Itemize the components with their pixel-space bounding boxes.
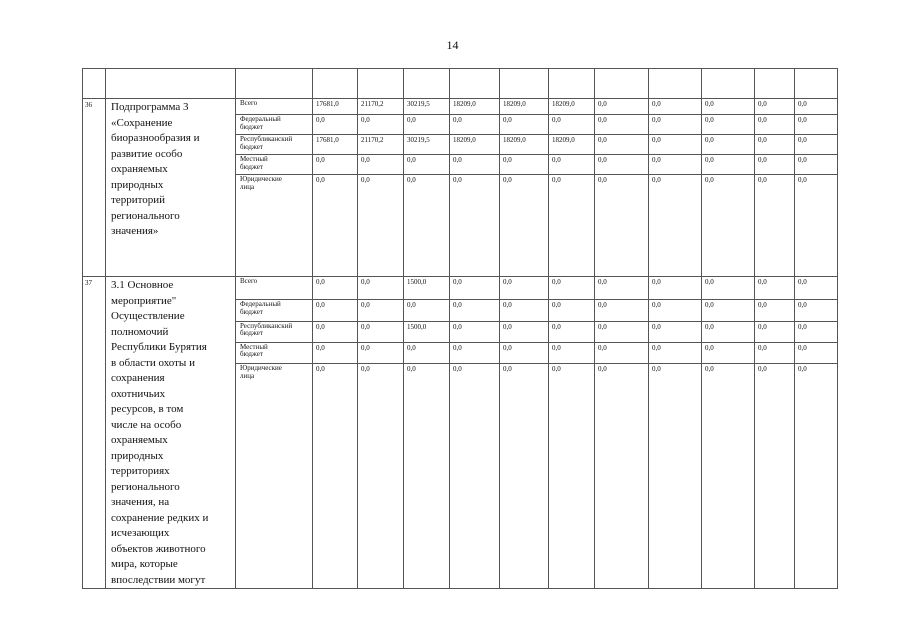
header-cell xyxy=(358,69,404,99)
value-cell: 30219,5 xyxy=(404,135,450,155)
value-cell: 0,0 xyxy=(755,135,795,155)
value-cell: 0,0 xyxy=(313,300,358,321)
value-cell: 0,0 xyxy=(795,321,838,342)
header-cell xyxy=(500,69,549,99)
value-cell: 0,0 xyxy=(649,115,702,135)
value-cell: 0,0 xyxy=(649,277,702,300)
value-cell: 0,0 xyxy=(358,342,404,363)
row-number: 36 xyxy=(83,99,106,277)
page-number: 14 xyxy=(446,38,459,52)
value-cell: 0,0 xyxy=(595,99,649,115)
value-cell: 0,0 xyxy=(404,175,450,277)
value-cell: 0,0 xyxy=(549,175,595,277)
value-cell: 0,0 xyxy=(549,277,595,300)
header-cell xyxy=(702,69,755,99)
value-cell: 0,0 xyxy=(755,115,795,135)
value-cell: 0,0 xyxy=(795,115,838,135)
funding-source xyxy=(236,135,313,155)
value-cell: 0,0 xyxy=(450,342,500,363)
value-cell: 0,0 xyxy=(549,115,595,135)
value-cell: 0,0 xyxy=(358,115,404,135)
value-cell: 18209,0 xyxy=(450,99,500,115)
value-cell: 0,0 xyxy=(702,99,755,115)
funding-source xyxy=(236,99,313,115)
funding-source xyxy=(236,342,313,363)
value-cell: 0,0 xyxy=(795,277,838,300)
funding-source-label: Всего xyxy=(240,277,258,285)
header-row xyxy=(83,69,838,99)
value-cell: 0,0 xyxy=(404,300,450,321)
value-cell: 1500,0 xyxy=(404,321,450,342)
value-cell: 0,0 xyxy=(755,321,795,342)
value-cell: 0,0 xyxy=(755,277,795,300)
value-cell: 0,0 xyxy=(795,99,838,115)
funding-source-label: Федеральный бюджет xyxy=(240,300,281,316)
value-cell: 0,0 xyxy=(702,300,755,321)
value-cell: 0,0 xyxy=(702,155,755,175)
value-cell: 0,0 xyxy=(313,364,358,589)
value-cell: 17681,0 xyxy=(313,99,358,115)
value-cell: 21170,2 xyxy=(358,135,404,155)
value-cell: 0,0 xyxy=(795,135,838,155)
value-cell: 18209,0 xyxy=(500,99,549,115)
value-cell: 0,0 xyxy=(649,342,702,363)
header-cell xyxy=(404,69,450,99)
value-cell: 0,0 xyxy=(595,342,649,363)
value-cell: 0,0 xyxy=(358,175,404,277)
value-cell: 0,0 xyxy=(450,321,500,342)
header-cell xyxy=(649,69,702,99)
value-cell: 0,0 xyxy=(795,175,838,277)
value-cell: 0,0 xyxy=(755,342,795,363)
header-cell xyxy=(549,69,595,99)
header-cell xyxy=(236,69,313,99)
value-cell: 0,0 xyxy=(649,321,702,342)
value-cell: 0,0 xyxy=(795,300,838,321)
funding-source-label: Местный бюджет xyxy=(240,342,268,359)
value-cell: 0,0 xyxy=(595,277,649,300)
funding-source xyxy=(236,115,313,135)
value-cell: 18209,0 xyxy=(549,99,595,115)
value-cell: 0,0 xyxy=(404,364,450,589)
value-cell: 0,0 xyxy=(595,364,649,589)
value-cell: 0,0 xyxy=(795,155,838,175)
value-cell: 0,0 xyxy=(358,155,404,175)
header-cell xyxy=(755,69,795,99)
header-cell xyxy=(106,69,236,99)
value-cell: 0,0 xyxy=(450,300,500,321)
value-cell: 0,0 xyxy=(702,115,755,135)
value-cell: 0,0 xyxy=(595,155,649,175)
value-cell: 0,0 xyxy=(755,155,795,175)
funding-source-label: Юридические лица xyxy=(240,364,282,380)
value-cell: 0,0 xyxy=(404,155,450,175)
funding-table xyxy=(82,68,838,589)
header-cell xyxy=(450,69,500,99)
value-cell: 0,0 xyxy=(702,342,755,363)
funding-source xyxy=(236,175,313,277)
value-cell: 0,0 xyxy=(450,277,500,300)
value-cell: 0,0 xyxy=(313,342,358,363)
value-cell: 0,0 xyxy=(649,155,702,175)
value-cell: 0,0 xyxy=(358,321,404,342)
value-cell: 0,0 xyxy=(450,155,500,175)
value-cell: 21170,2 xyxy=(358,99,404,115)
funding-source-label: Федеральный бюджет xyxy=(240,115,281,131)
value-cell: 0,0 xyxy=(500,321,549,342)
value-cell: 0,0 xyxy=(313,321,358,342)
value-cell: 0,0 xyxy=(500,115,549,135)
value-cell: 0,0 xyxy=(702,321,755,342)
funding-source-label: Всего xyxy=(240,99,258,107)
table-row xyxy=(83,99,838,115)
value-cell: 0,0 xyxy=(450,175,500,277)
value-cell: 0,0 xyxy=(500,155,549,175)
value-cell: 0,0 xyxy=(795,342,838,363)
value-cell: 0,0 xyxy=(500,300,549,321)
funding-source xyxy=(236,364,313,589)
value-cell: 0,0 xyxy=(450,364,500,589)
value-cell: 0,0 xyxy=(649,99,702,115)
value-cell: 0,0 xyxy=(595,300,649,321)
value-cell: 0,0 xyxy=(313,115,358,135)
value-cell: 0,0 xyxy=(500,277,549,300)
funding-source xyxy=(236,300,313,321)
value-cell: 17681,0 xyxy=(313,135,358,155)
value-cell: 18209,0 xyxy=(450,135,500,155)
funding-source-label: Местный бюджет xyxy=(240,155,268,171)
value-cell: 0,0 xyxy=(595,115,649,135)
funding-source-label: Юридические лица xyxy=(240,175,282,191)
value-cell: 0,0 xyxy=(500,175,549,277)
value-cell: 0,0 xyxy=(500,364,549,589)
header-cell xyxy=(83,69,106,99)
header-cell xyxy=(313,69,358,99)
value-cell: 0,0 xyxy=(702,364,755,589)
funding-source xyxy=(236,155,313,175)
value-cell: 0,0 xyxy=(649,364,702,589)
value-cell: 0,0 xyxy=(549,300,595,321)
value-cell: 0,0 xyxy=(595,135,649,155)
value-cell: 1500,0 xyxy=(404,277,450,300)
value-cell: 0,0 xyxy=(404,115,450,135)
value-cell: 0,0 xyxy=(649,135,702,155)
funding-source xyxy=(236,277,313,300)
value-cell: 0,0 xyxy=(755,99,795,115)
value-cell: 0,0 xyxy=(755,364,795,589)
value-cell: 0,0 xyxy=(755,175,795,277)
value-cell: 0,0 xyxy=(702,277,755,300)
funding-source-label: Республиканский бюджет xyxy=(240,135,293,151)
value-cell: 0,0 xyxy=(649,300,702,321)
funding-source xyxy=(236,321,313,342)
header-cell xyxy=(595,69,649,99)
value-cell: 0,0 xyxy=(755,300,795,321)
value-cell: 0,0 xyxy=(313,155,358,175)
value-cell: 18209,0 xyxy=(500,135,549,155)
value-cell: 0,0 xyxy=(358,300,404,321)
value-cell: 0,0 xyxy=(313,277,358,300)
value-cell: 0,0 xyxy=(549,155,595,175)
table-row xyxy=(83,277,838,300)
value-cell: 0,0 xyxy=(313,175,358,277)
value-cell: 0,0 xyxy=(595,321,649,342)
value-cell: 0,0 xyxy=(450,115,500,135)
row-number: 37 xyxy=(83,277,106,589)
value-cell: 0,0 xyxy=(595,175,649,277)
program-name: 3.1 Основное мероприятие" Осуществление полномочий Республики Бурятия в области охоты и сохранения охотничьих ресурсов, в том числе на особо охраняемых природных территориях регионального значения, на сохранение редких и исчезающих объектов животного мира, которые впоследствии могут xyxy=(106,277,236,589)
value-cell: 0,0 xyxy=(795,364,838,589)
value-cell: 0,0 xyxy=(649,175,702,277)
value-cell: 0,0 xyxy=(358,364,404,589)
value-cell: 0,0 xyxy=(358,277,404,300)
value-cell: 30219,5 xyxy=(404,99,450,115)
header-cell xyxy=(795,69,838,99)
funding-source-label: Республиканский бюджет xyxy=(240,321,293,338)
value-cell: 0,0 xyxy=(549,342,595,363)
value-cell: 0,0 xyxy=(702,175,755,277)
program-name: Подпрограмма 3 «Сохранение биоразнообразия и развитие особо охраняемых природных территорий регионального значения» xyxy=(106,99,236,277)
value-cell: 0,0 xyxy=(549,364,595,589)
value-cell: 0,0 xyxy=(500,342,549,363)
value-cell: 0,0 xyxy=(702,135,755,155)
value-cell: 0,0 xyxy=(404,342,450,363)
value-cell: 0,0 xyxy=(549,321,595,342)
value-cell: 18209,0 xyxy=(549,135,595,155)
